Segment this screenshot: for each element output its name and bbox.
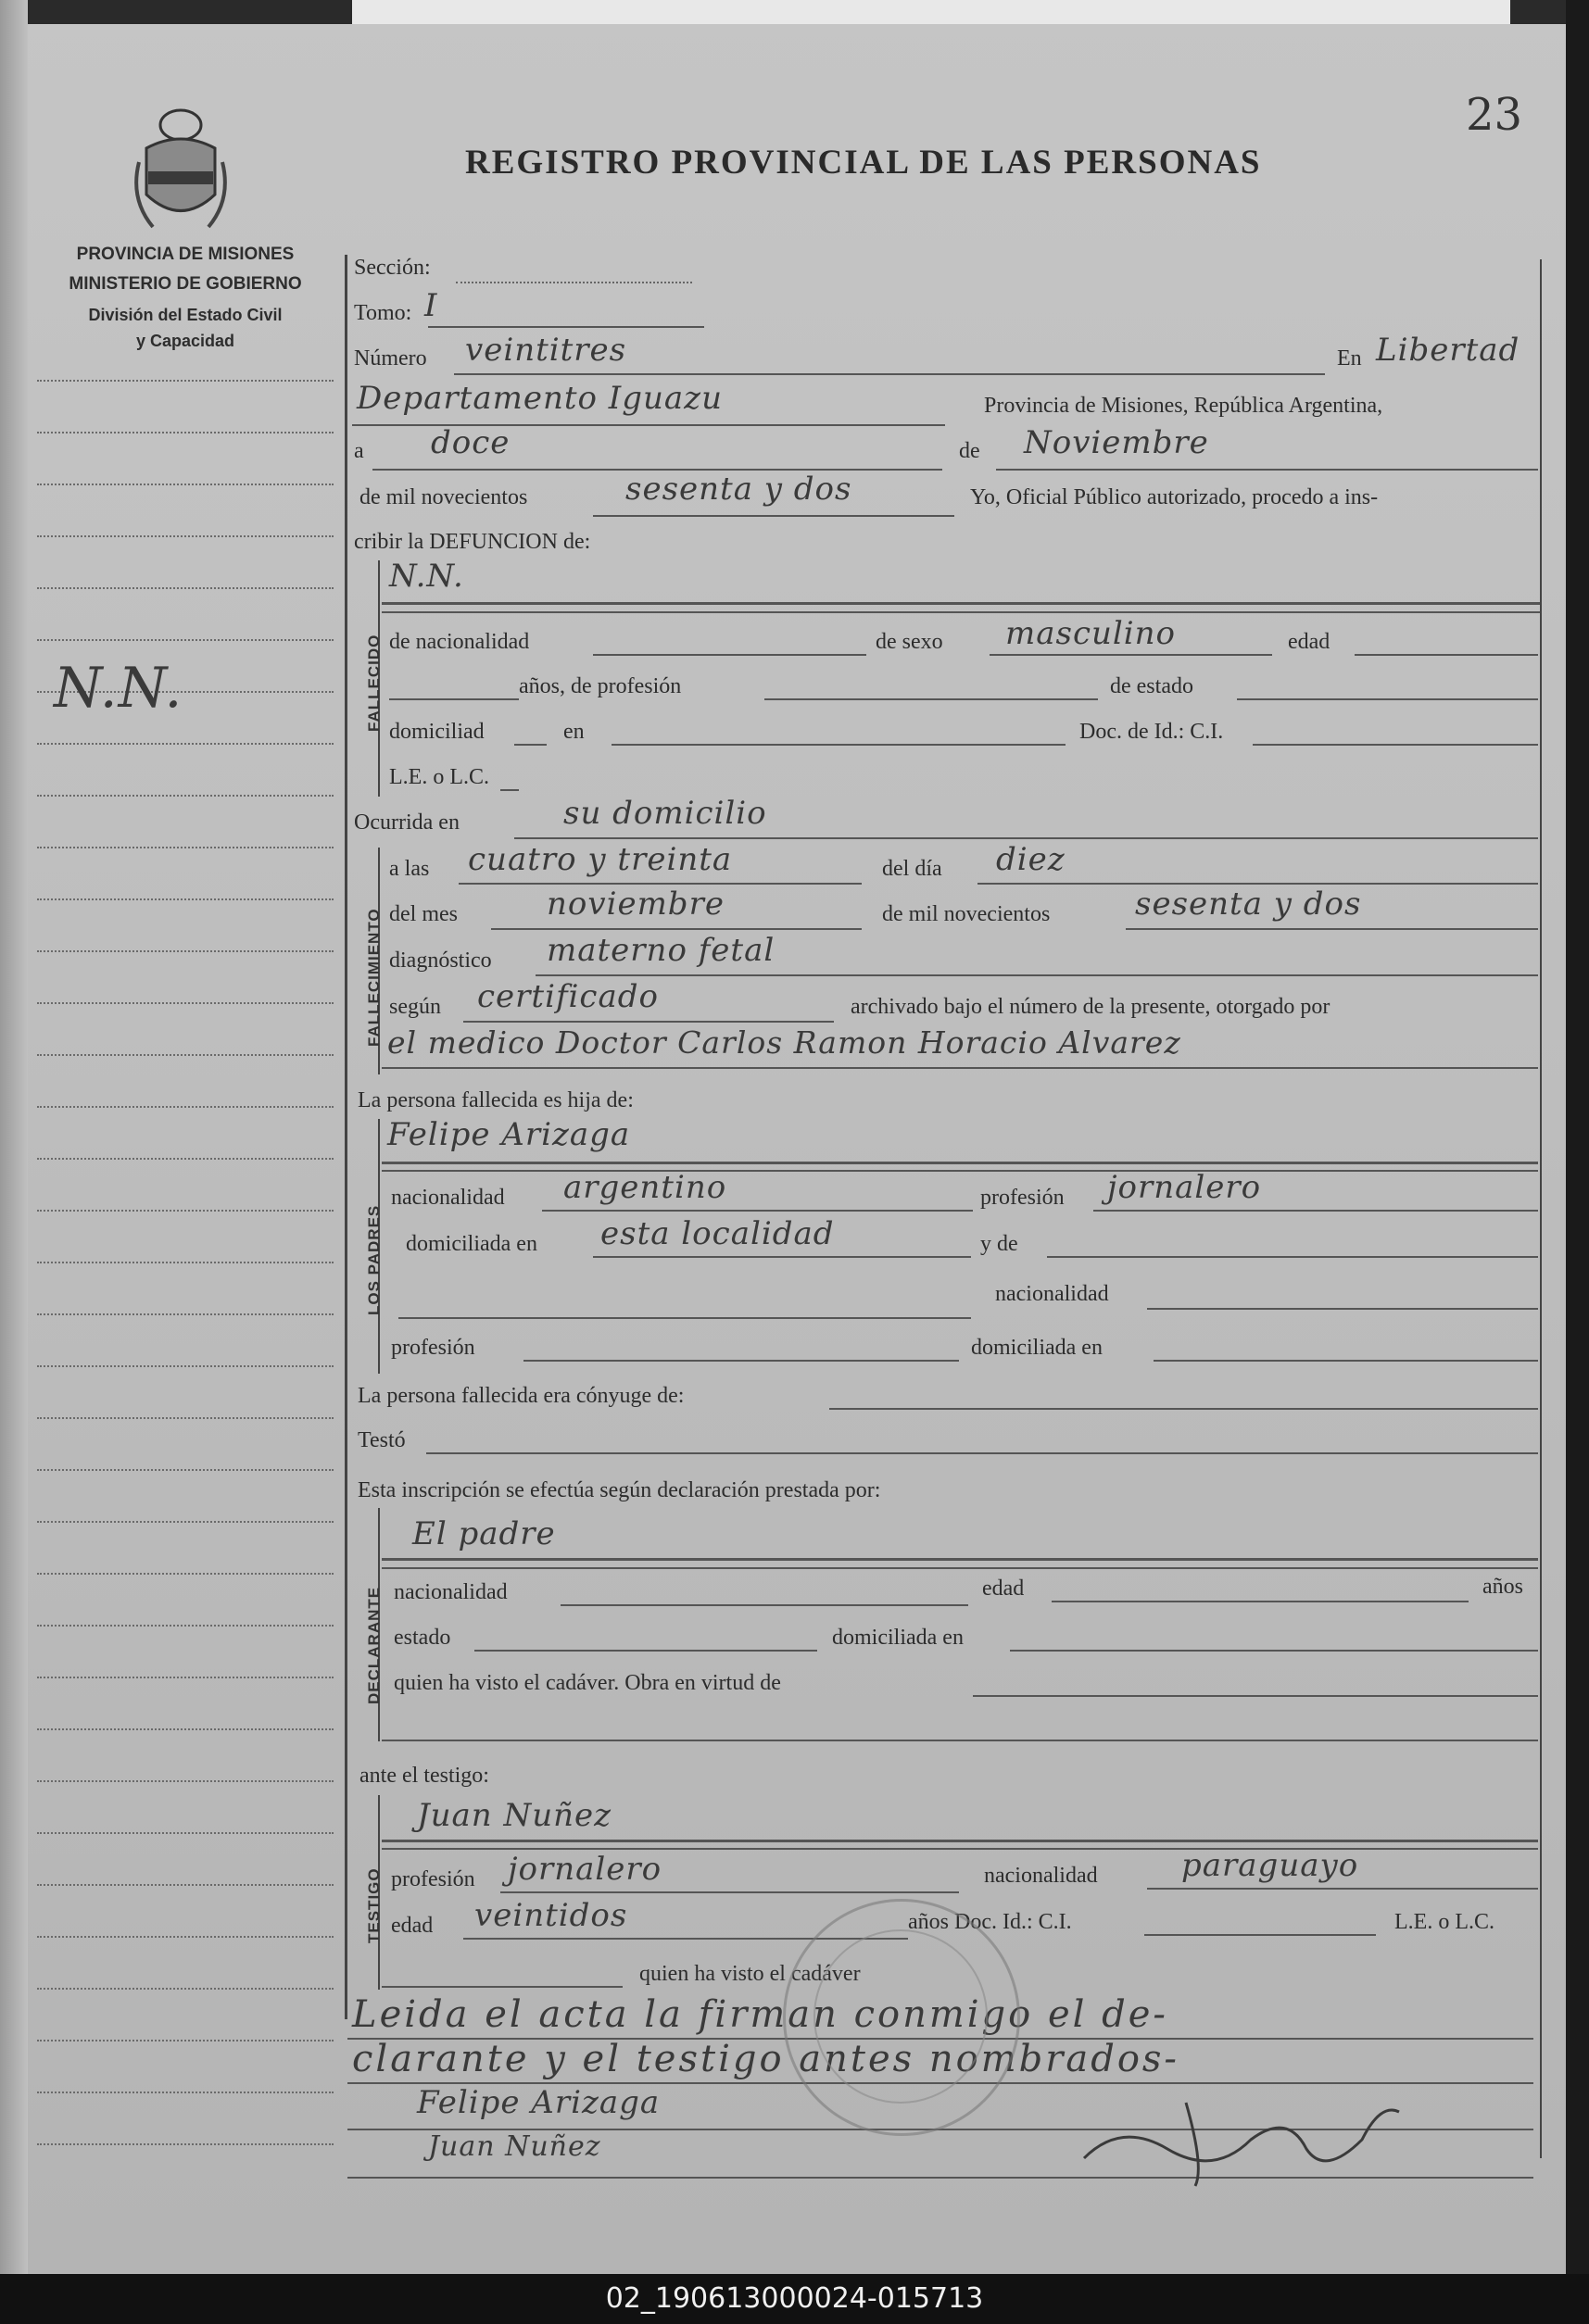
scan-right-edge: [1566, 0, 1589, 2274]
value-dia-fallec: diez: [996, 841, 1066, 878]
label-ocurrida: Ocurrida en: [354, 810, 460, 835]
value-nombre: N.N.: [389, 558, 464, 595]
label-diagnostico: diagnóstico: [389, 948, 492, 973]
section-testigo: TESTIGO: [365, 1867, 383, 1943]
margin-rule-line: [37, 1625, 334, 1627]
gov-province: PROVINCIA DE MISIONES: [76, 245, 295, 264]
label-anos-decl: años: [1482, 1575, 1523, 1599]
value-testigo: Juan Nuñez: [417, 1797, 612, 1834]
label-ante-testigo: ante el testigo:: [359, 1764, 489, 1788]
value-hora: cuatro y treinta: [468, 841, 733, 878]
margin-rule-line: [37, 1210, 334, 1212]
label-tomo: Tomo:: [354, 301, 412, 325]
scan-footer-id: 02_190613000024-015713: [0, 2274, 1589, 2324]
label-inscripcion: Esta inscripción se efectúa según declaración prestada por:: [358, 1478, 881, 1502]
label-del-dia: del día: [882, 857, 942, 881]
value-padre: Felipe Arizaga: [387, 1116, 631, 1153]
closing-line-2: clarante y el testigo antes nombrados-: [352, 2038, 1179, 2080]
section-fallecido: FALLECIDO: [365, 634, 383, 732]
margin-rule-line: [37, 1262, 334, 1263]
label-estado-decl: estado: [394, 1626, 451, 1650]
label-le-lc: L.E. o L.C.: [389, 765, 489, 789]
value-numero: veintitres: [465, 332, 627, 369]
margin-note: N.N.: [54, 656, 183, 721]
margin-rule-line: [37, 950, 334, 952]
value-mes-fallec: noviembre: [547, 886, 725, 923]
label-conyuge: La persona fallecida era cónyuge de:: [358, 1384, 685, 1408]
label-segun: según: [389, 995, 441, 1019]
label-visto-cadaver: quien ha visto el cadáver. Obra en virtud de: [394, 1671, 781, 1695]
label-de: de: [959, 439, 980, 463]
label-profesion-madre: profesión: [391, 1336, 475, 1360]
margin-rule-line: [37, 2143, 334, 2145]
margin-rule-line: [37, 432, 334, 433]
label-profesion-padre: profesión: [980, 1186, 1065, 1210]
margin-rule-line: [37, 1728, 334, 1730]
margin-rule-line: [37, 1780, 334, 1782]
margin-rule-line: [37, 1832, 334, 1834]
margin-rule-line: [37, 1313, 334, 1315]
margin-rule-line: [37, 1054, 334, 1056]
official-stamp-icon: [783, 1899, 1020, 2136]
page-number: 23: [1466, 89, 1523, 141]
value-diagnostico: materno fetal: [547, 932, 776, 969]
value-ocurrida: su domicilio: [563, 795, 767, 832]
margin-rule-line: [37, 380, 334, 382]
label-a: a: [354, 439, 364, 463]
label-domiciliada-decl: domiciliada en: [832, 1626, 964, 1650]
margin-rule-line: [37, 795, 334, 797]
value-medico: el medico Doctor Carlos Ramon Horacio Alvarez: [387, 1024, 1181, 1061]
label-de-sexo: de sexo: [876, 630, 943, 654]
label-nacionalidad-decl: nacionalidad: [394, 1580, 508, 1604]
label-domiciliada-padre: domiciliada en: [406, 1232, 537, 1256]
label-de-mil: de mil novecientos: [359, 485, 528, 509]
value-en: Libertad: [1376, 332, 1520, 369]
label-seccion: Sección:: [354, 256, 431, 280]
value-tomo: I: [424, 287, 438, 324]
label-de-mil-novecientos: de mil novecientos: [882, 902, 1051, 926]
margin-rule-line: [37, 484, 334, 485]
scan-top-edge: [0, 0, 1566, 24]
margin-rule-line: [37, 2092, 334, 2093]
value-declarante: El padre: [412, 1515, 556, 1552]
label-a-las: a las: [389, 857, 430, 881]
value-padre-domicilio: esta localidad: [600, 1215, 835, 1252]
label-yo-oficial: Yo, Oficial Público autorizado, procedo a ins-: [970, 485, 1379, 509]
value-anio-fallec: sesenta y dos: [1135, 886, 1362, 923]
value-mes: Noviembre: [1024, 424, 1209, 461]
label-numero: Número: [354, 346, 427, 371]
value-sexo: masculino: [1005, 615, 1177, 652]
margin-rule-line: [37, 1469, 334, 1471]
value-padre-profesion: jornalero: [1107, 1169, 1262, 1206]
label-archivado: archivado bajo el número de la presente, otorgado por: [851, 995, 1330, 1019]
margin-rule-line: [37, 743, 334, 745]
margin-rule-line: [37, 1988, 334, 1990]
label-quien-visto: quien ha visto el cadáver: [639, 1962, 861, 1986]
label-de-estado: de estado: [1110, 674, 1193, 698]
value-padre-nacionalidad: argentino: [563, 1169, 727, 1206]
margin-rule-line: [37, 898, 334, 900]
label-de-nacionalidad: de nacionalidad: [389, 630, 530, 654]
margin-rule-line: [37, 1573, 334, 1575]
margin-rule-line: [37, 1002, 334, 1004]
section-fallecimiento: FALLECIMIENTO: [365, 908, 383, 1047]
signature-father: Felipe Arizaga: [417, 2084, 661, 2121]
label-profesion-testigo: profesión: [391, 1867, 475, 1891]
value-departamento: Departamento Iguazu: [357, 380, 723, 417]
margin-rule-line: [37, 587, 334, 589]
gov-ministry: MINISTERIO DE GOBIERNO: [69, 274, 302, 294]
label-del-mes: del mes: [389, 902, 458, 926]
binding-edge: [0, 0, 28, 2274]
label-nacionalidad-padre: nacionalidad: [391, 1186, 505, 1210]
coat-of-arms-icon: [130, 107, 232, 241]
margin-rule-line: [37, 847, 334, 848]
margin-rule-line: [37, 1417, 334, 1419]
label-en-lower: en: [563, 720, 585, 744]
margin-rule-line: [37, 1365, 334, 1367]
margin-rule-line: [37, 639, 334, 641]
section-declarante: DECLARANTE: [365, 1586, 383, 1704]
label-edad-decl: edad: [982, 1577, 1025, 1601]
margin-rule-line: [37, 535, 334, 537]
gov-capacity: y Capacidad: [135, 332, 235, 350]
label-nacionalidad-madre: nacionalidad: [995, 1282, 1109, 1306]
label-edad: edad: [1288, 630, 1330, 654]
margin-rule-line: [37, 2040, 334, 2041]
signature-witness: Juan Nuñez: [428, 2130, 601, 2163]
register-title: REGISTRO PROVINCIAL DE LAS PERSONAS: [465, 144, 1262, 182]
label-anos-profesion: años, de profesión: [519, 674, 682, 698]
label-doc-id: Doc. de Id.: C.I.: [1079, 720, 1224, 744]
value-testigo-nacionalidad: paraguayo: [1181, 1847, 1359, 1884]
section-padres: LOS PADRES: [365, 1204, 383, 1315]
value-dia: doce: [431, 424, 511, 461]
value-segun: certificado: [477, 978, 659, 1015]
margin-rule-line: [37, 1521, 334, 1523]
margin-rule-line: [37, 1884, 334, 1886]
label-hija-de: La persona fallecida es hija de:: [358, 1088, 634, 1112]
label-nacionalidad-testigo: nacionalidad: [984, 1864, 1098, 1888]
label-testo: Testó: [358, 1428, 406, 1452]
margin-rule-line: [37, 1106, 334, 1108]
form-right-rule: [1540, 259, 1542, 2158]
label-domiciliad: domiciliad: [389, 720, 485, 744]
label-provincia: Provincia de Misiones, República Argentina,: [984, 394, 1383, 418]
label-le-o-lc: L.E. o L.C.: [1394, 1910, 1494, 1934]
label-cribir: cribir la DEFUNCION de:: [354, 530, 591, 554]
form-left-rule: [345, 255, 347, 2019]
label-edad-testigo: edad: [391, 1914, 434, 1938]
value-anio: sesenta y dos: [625, 471, 852, 508]
value-testigo-profesion: jornalero: [508, 1851, 662, 1888]
value-testigo-edad: veintidos: [474, 1897, 628, 1934]
margin-rule-line: [37, 1677, 334, 1678]
label-domiciliada-madre: domiciliada en: [971, 1336, 1103, 1360]
margin-rule-line: [37, 1936, 334, 1938]
closing-line-1: Leida el acta la firman conmigo el de-: [352, 1993, 1168, 2036]
label-anos-doc: años Doc. Id.: C.I.: [908, 1910, 1072, 1934]
official-signature-icon: [1066, 2084, 1418, 2195]
margin-rule-line: [37, 1158, 334, 1160]
label-y-de: y de: [980, 1232, 1018, 1256]
label-en: En: [1337, 346, 1362, 371]
gov-division: División del Estado Civil: [88, 306, 283, 324]
